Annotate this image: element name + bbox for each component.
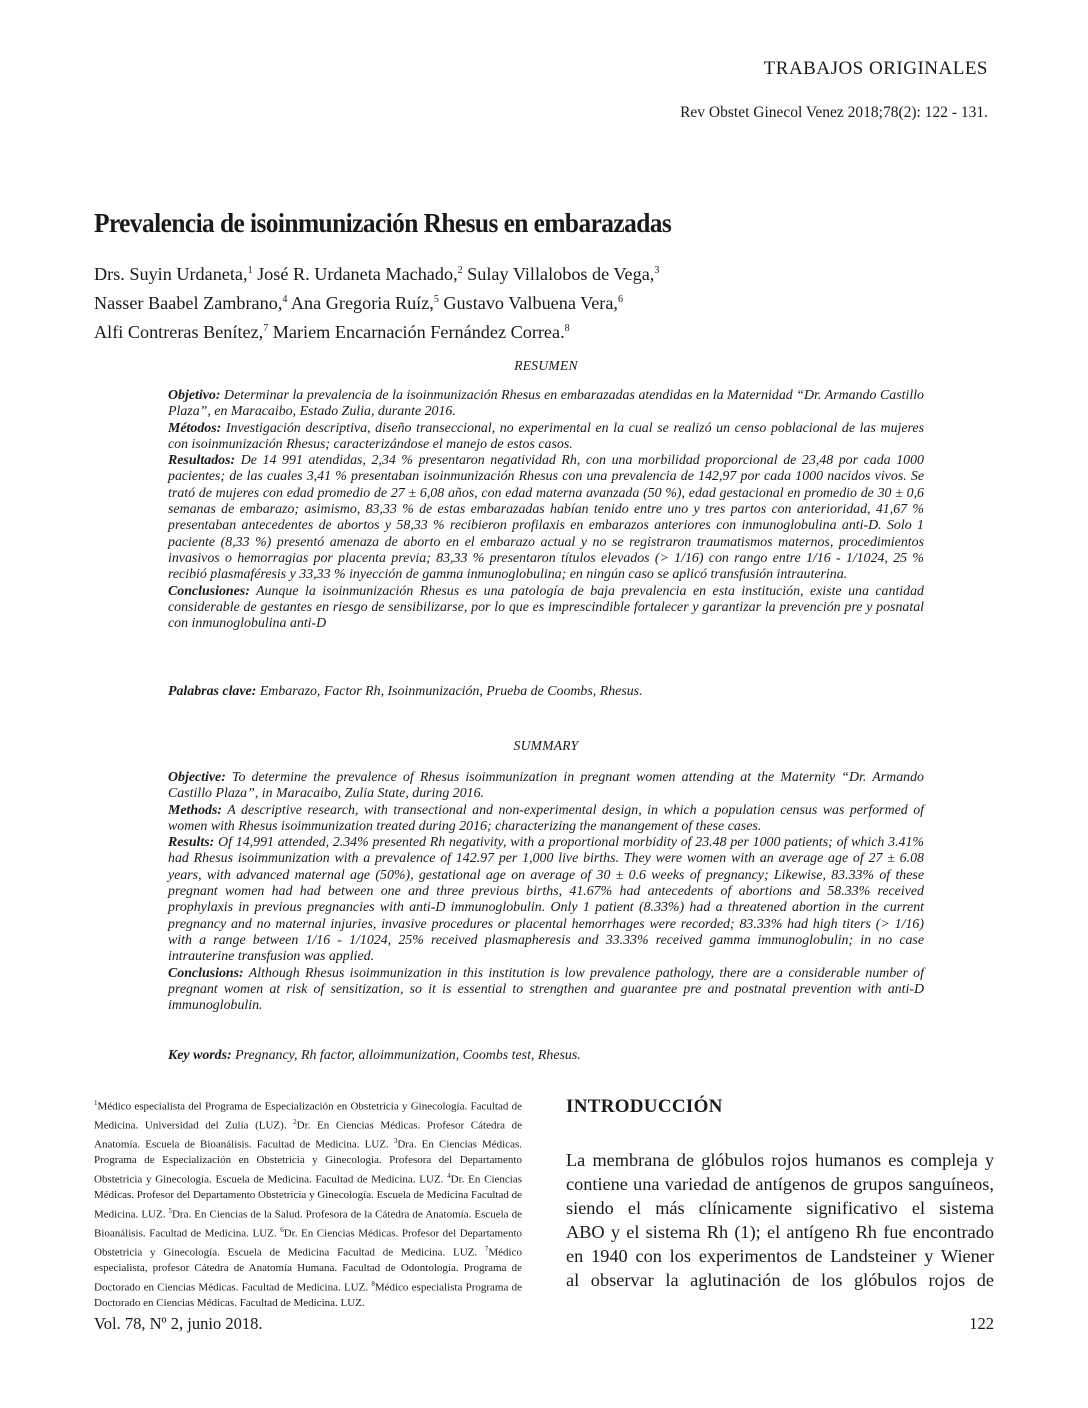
author-list <box>94 258 854 345</box>
resumen-resultados <box>168 453 924 583</box>
author-affil-ref: 1 <box>247 265 253 276</box>
label: Conclusions: <box>168 965 244 981</box>
author-affil-ref: 3 <box>654 265 660 276</box>
label: Resultados: <box>168 453 236 469</box>
author-name: Alfi Contreras Benítez, <box>94 322 264 342</box>
text-line: ABO y el sistema Rh (1); el antígeno Rh fue encontrado <box>566 1222 994 1242</box>
text: Determinar la prevalencia de la isoinmunización Rhesus en embarazadas atendidas en la Maternidad “Dr. Armando Castillo Plaza”, en Maracaibo, Estado Zulia, durante 2016. <box>168 388 924 420</box>
footnote-marker: 6 <box>280 1225 284 1234</box>
affiliation: Dr. En Ciencias Médicas. Profesor del Departamento Obstetricia y Ginecología. Escuela de Medicina Facultad de Medicina. LUZ. <box>94 1173 522 1221</box>
author-name: José R. Urdaneta Machado, <box>252 264 458 284</box>
author-name: Nasser Baabel Zambrano, <box>94 293 283 313</box>
footnote-marker: 3 <box>393 1137 398 1146</box>
affiliation: Médico especialista, profesor Cátedra de Anatomía Humana. Facultad de Odontología. Programa de Doctorado en Ciencias Médicas. Facultad de Medicina. LUZ. <box>94 1246 522 1294</box>
resumen-keywords <box>168 684 924 700</box>
resumen-metodos <box>168 421 924 454</box>
resumen-conclusiones <box>168 584 924 633</box>
label: Results: <box>168 835 215 851</box>
text: De 14 991 atendidas, 2,34 % presentaron negatividad Rh, con una morbilidad proporcional de 23,48 por cada 1000 pacientes; de las cuales 3,41 % presentaban isoinmunización Rhesus con una prevalencia de 142,97 por cada 1000 nacidos vivos. Se trató de mujeres con edad promedio de 27 ± 6,08 años, con edad materna avanzada (50 %), edad gestacional en promedio de 30 ± 0,6 semanas de embarazo; asimismo, 83,33 % de estas embarazadas habían tenido entre uno y tres partos con anterioridad, 41,67 % presentaban antecedentes de abortos y 58,33 % recibieron profilaxis en embarazos anteriores con inmunoglobulina anti-D. Solo 1 paciente (8,33 %) presentó amenaza de aborto en el embarazo actual y no se registraron traumatismos maternos, procedimientos invasivos o hemorragias por placenta previa; 83,33 % presentaron títulos elevados (> 1/16) con rango entre 1/16 - 1/1024, 25 % recibió plasmaféresis y 33,33 % inyección de gamma inmunoglobulina; en ningún caso se aplicó transfusión intrauterina. <box>168 453 924 583</box>
author-line <box>94 258 854 287</box>
author-name: Gustavo Valbuena Vera, <box>438 293 618 313</box>
label: Methods: <box>168 802 223 818</box>
text-line: siendo el más clínicamente significativo el sistema <box>566 1198 994 1218</box>
summary-body <box>168 770 924 1014</box>
label: Key words: <box>168 1048 232 1063</box>
summary-heading: SUMMARY <box>513 738 579 753</box>
footnote-marker: 4 <box>447 1171 451 1180</box>
footnote-marker: 7 <box>484 1244 489 1253</box>
label: Objetivo: <box>168 388 221 403</box>
author-name: Sulay Villalobos de Vega, <box>462 264 655 284</box>
footnote-marker: 1 <box>94 1099 98 1107</box>
affiliation: Médico especialista del Programa de Especialización en Obstetricia y Ginecología. Facultad de Medicina. Universidad del Zulia (LUZ). <box>94 1100 522 1132</box>
footnote-marker: 2 <box>293 1118 297 1127</box>
text: Embarazo, Factor Rh, Isoinmunización, Prueba de Coombs, Rhesus. <box>256 684 643 699</box>
section-label: TRABAJOS ORIGINALES <box>763 58 988 79</box>
author-line <box>94 287 854 316</box>
text-line: La membrana de glóbulos rojos humanos es compleja y <box>566 1150 994 1170</box>
affiliation: Dr. En Ciencias Médicas. Profesor del Departamento Obstetricia y Ginecología. Escuela de Medicina Facultad de Medicina. LUZ. <box>94 1227 522 1259</box>
author-affil-ref: 8 <box>564 323 570 334</box>
footnote-marker: 8 <box>371 1279 375 1288</box>
introduction-body <box>566 1148 994 1292</box>
author-name: Mariem Encarnación Fernández Correa. <box>268 322 565 342</box>
author-affil-ref: 7 <box>263 323 269 334</box>
resumen-objetivo <box>168 388 924 421</box>
label: Conclusiones: <box>168 583 250 599</box>
label: Palabras clave: <box>168 684 257 699</box>
affiliation: Dra. En Ciencias Médicas. Programa de Especialización en Obstetricia y Ginecología. Profesora del Departamento Obstetricia y Ginecología. Escuela de Medicina. Facultad de Medicina. LUZ. <box>94 1138 522 1186</box>
author-affil-ref: 6 <box>617 294 623 305</box>
affiliation: Dra. En Ciencias de la Salud. Profesora de la Cátedra de Anatomía. Escuela de Bioanálisis. Facultad de Medicina. LUZ. <box>94 1208 522 1240</box>
affiliations-footnote <box>94 1096 522 1311</box>
author-name: Ana Gregoria Ruíz, <box>287 293 434 313</box>
text: Of 14,991 attended, 2.34% presented Rh negativity, with a proportional morbidity of 23.48 per 1000 patients; of which 3.41% had Rhesus isoimmunization with a prevalence of 142.97 per 1,000 live births. They were women with an average age of 27 ± 6.08 years, with advanced maternal age (50%), gestational age on average of 30 ± 0.6 weeks of pregnancy; Likewise, 83.33% of these pregnant women had had between one and three previous births, 41.67% had antecedents of abortions and 58.33% received prophylaxis in previous pregnancies with anti-D immunoglobulin. Only 1 patient (8.33%) had a threatened abortion in the current pregnancy and no maternal injuries, invasive procedures or placental hemorrhages were recorded; 83.33% had high titers (> 1/16) with a range between 1/16 - 1/1024, 25% received plasmapheresis and 33.33% received gamma immunoglobulin; in no case intrauterine transfusion was applied. <box>168 835 924 965</box>
footnote-marker: 5 <box>168 1206 172 1215</box>
summary-conclusions <box>168 966 924 1015</box>
author-affil-ref: 2 <box>457 265 463 276</box>
affiliation: Dr. En Ciencias Médicas. Profesor Cátedra de Anatomía. Escuela de Bioanálisis. Facultad de Medicina. LUZ. <box>94 1119 522 1151</box>
text: Pregnancy, Rh factor, alloimmunization, Coombs test, Rhesus. <box>231 1048 581 1063</box>
text: Investigación descriptiva, diseño transeccional, no experimental en la cual se realizó un censo poblacional de las mujeres con isoinmunización Rhesus; caracterizándose el manejo de estos casos. <box>168 420 924 452</box>
journal-citation: Rev Obstet Ginecol Venez 2018;78(2): 122 - 131. <box>680 104 988 121</box>
text: To determine the prevalence of Rhesus isoimmunization in pregnant women attending at the Maternity “Dr. Armando Castillo Plaza”, in Maracaibo, Zulia State, during 2016. <box>168 770 924 802</box>
summary-methods <box>168 803 924 836</box>
label: Métodos: <box>168 420 222 436</box>
text-line: contiene una variedad de antígenos de grupos sanguíneos, <box>566 1174 994 1194</box>
footer-issue: Vol. 78, Nº 2, junio 2018. <box>94 1314 263 1333</box>
author-line <box>94 316 854 345</box>
label: Objective: <box>168 770 226 785</box>
author-affil-ref: 4 <box>282 294 288 305</box>
author-affil-ref: 5 <box>433 294 439 305</box>
text-line: en 1940 con los experimentos de Landsteiner y Wiener <box>566 1246 994 1266</box>
text: Although Rhesus isoimmunization in this institution is low prevalence pathology, there are a considerable number of pregnant women at risk of sensitization, so it is essential to strengthen and guarantee pre and postnatal prevention with anti-D immunoglobulin. <box>168 965 924 1014</box>
summary-objective <box>168 770 924 803</box>
resumen-body <box>168 388 924 632</box>
page-number: 122 <box>969 1314 994 1333</box>
summary-results <box>168 835 924 965</box>
summary-keywords <box>168 1048 924 1064</box>
text-line: al observar la aglutinación de los glóbulos rojos de <box>566 1270 994 1290</box>
affiliation: Médico especialista Programa de Doctorado en Ciencias Médicas. Facultad de Medicina. LUZ. <box>94 1281 522 1309</box>
author-name: Drs. Suyin Urdaneta, <box>94 264 248 284</box>
article-title: Prevalencia de isoinmunización Rhesus en embarazadas <box>94 208 672 238</box>
text: A descriptive research, with transectional and non-experimental design, in which a population census was performed of women with Rhesus isoimmunization treated during 2016; characterizing the manangement of these cases. <box>168 802 924 834</box>
introduction-heading: INTRODUCCIÓN <box>566 1096 723 1117</box>
text: Aunque la isoinmunización Rhesus es una patología de baja prevalencia en esta institución, existe una cantidad considerable de gestantes en riesgo de sensibilizarse, por lo que es imprescindible fortalecer y garantizar la prevención pre y posnatal con inmunoglobulina anti-D <box>168 583 924 632</box>
resumen-heading: RESUMEN <box>514 358 578 373</box>
